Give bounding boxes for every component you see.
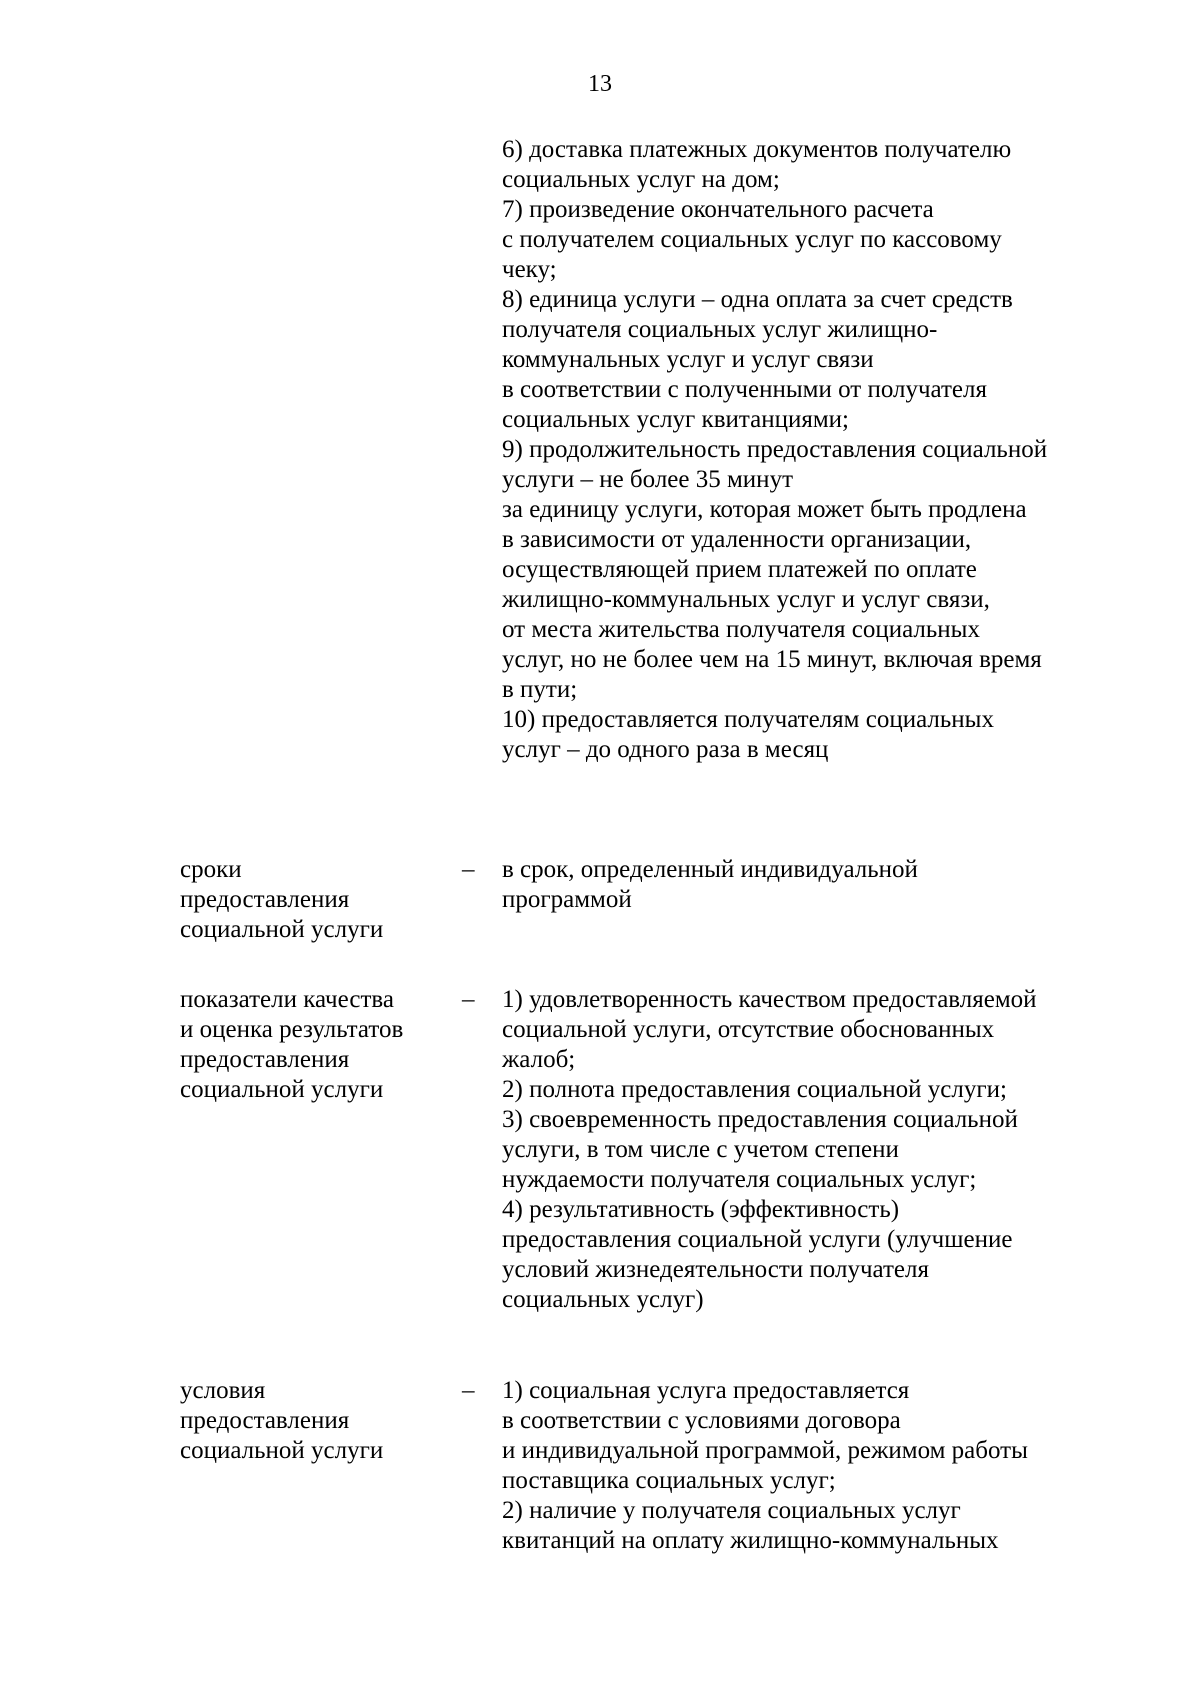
text-line: от места жительства получателя социальных xyxy=(502,616,980,643)
value-line: программой xyxy=(502,886,632,913)
dash-separator: – xyxy=(462,986,475,1013)
value-line: социальной услуги, отсутствие обоснованных xyxy=(502,1016,995,1043)
text-line: в зависимости от удаленности организации, xyxy=(502,526,972,553)
label-line: социальной услуги xyxy=(180,1076,384,1103)
text-line: 8) единица услуги – одна оплата за счет средств xyxy=(502,286,1013,313)
value-line: условий жизнедеятельности получателя xyxy=(502,1256,929,1283)
label-line: показатели качества xyxy=(180,986,394,1013)
dash-separator: – xyxy=(462,856,475,883)
text-line: 9) продолжительность предоставления социальной xyxy=(502,436,1048,463)
value-line: предоставления социальной услуги (улучшение xyxy=(502,1226,1013,1253)
text-line: услуги – не более 35 минут xyxy=(502,466,793,493)
value-line: услуги, в том числе с учетом степени xyxy=(502,1136,899,1163)
value-line: поставщика социальных услуг; xyxy=(502,1467,836,1494)
text-line: в соответствии с полученными от получателя xyxy=(502,376,987,403)
row-value xyxy=(502,1376,1028,1556)
label-line: социальной услуги xyxy=(180,916,384,943)
text-line: жилищно-коммунальных услуг и услуг связи, xyxy=(502,586,990,613)
value-line: 3) своевременность предоставления социальной xyxy=(502,1106,1018,1133)
text-line: с получателем социальных услуг по кассовому xyxy=(502,226,1002,253)
value-line: в соответствии с условиями договора xyxy=(502,1407,901,1434)
value-line: 1) социальная услуга предоставляется xyxy=(502,1377,910,1404)
text-line: в пути; xyxy=(502,676,578,703)
text-line: за единицу услуги, которая может быть продлена xyxy=(502,496,1027,523)
label-line: предоставления xyxy=(180,1407,350,1434)
value-line: в срок, определенный индивидуальной xyxy=(502,856,918,883)
value-line: социальных услуг) xyxy=(502,1286,704,1313)
page-number: 13 xyxy=(588,71,612,97)
value-line: 2) наличие у получателя социальных услуг xyxy=(502,1497,961,1524)
text-line: осуществляющей прием платежей по оплате xyxy=(502,556,977,583)
label-line: и оценка результатов xyxy=(180,1016,404,1043)
label-line: предоставления xyxy=(180,1046,350,1073)
value-line: квитанций на оплату жилищно-коммунальных xyxy=(502,1527,999,1554)
value-line: жалоб; xyxy=(502,1046,576,1073)
dash-separator: – xyxy=(462,1377,475,1404)
label-line: социальной услуги xyxy=(180,1437,384,1464)
text-line: услуг – до одного раза в месяц xyxy=(502,736,829,763)
label-line: условия xyxy=(180,1377,266,1404)
row-value xyxy=(502,985,1037,1315)
text-line: социальных услуг квитанциями; xyxy=(502,406,849,433)
text-line: коммунальных услуг и услуг связи xyxy=(502,346,874,373)
value-line: и индивидуальной программой, режимом работы xyxy=(502,1437,1028,1464)
text-line: социальных услуг на дом; xyxy=(502,166,780,193)
text-line: услуг, но не более чем на 15 минут, включая время xyxy=(502,646,1042,673)
value-line: 1) удовлетворенность качеством предоставляемой xyxy=(502,986,1037,1013)
value-line: 4) результативность (эффективность) xyxy=(502,1196,900,1223)
label-line: предоставления xyxy=(180,886,350,913)
row-label xyxy=(180,855,383,945)
row-label xyxy=(180,1376,383,1466)
text-line: 7) произведение окончательного расчета xyxy=(502,196,934,223)
value-line: 2) полнота предоставления социальной услуги; xyxy=(502,1076,1007,1103)
text-line: чеку; xyxy=(502,256,557,283)
row-value xyxy=(502,855,918,915)
row-label xyxy=(180,985,403,1105)
label-line: сроки xyxy=(180,856,242,883)
text-line: получателя социальных услуг жилищно- xyxy=(502,316,938,343)
text-line: 6) доставка платежных документов получателю xyxy=(502,136,1012,163)
service-description-continuation xyxy=(502,135,1047,765)
value-line: нуждаемости получателя социальных услуг; xyxy=(502,1166,977,1193)
text-line: 10) предоставляется получателям социальных xyxy=(502,706,994,733)
